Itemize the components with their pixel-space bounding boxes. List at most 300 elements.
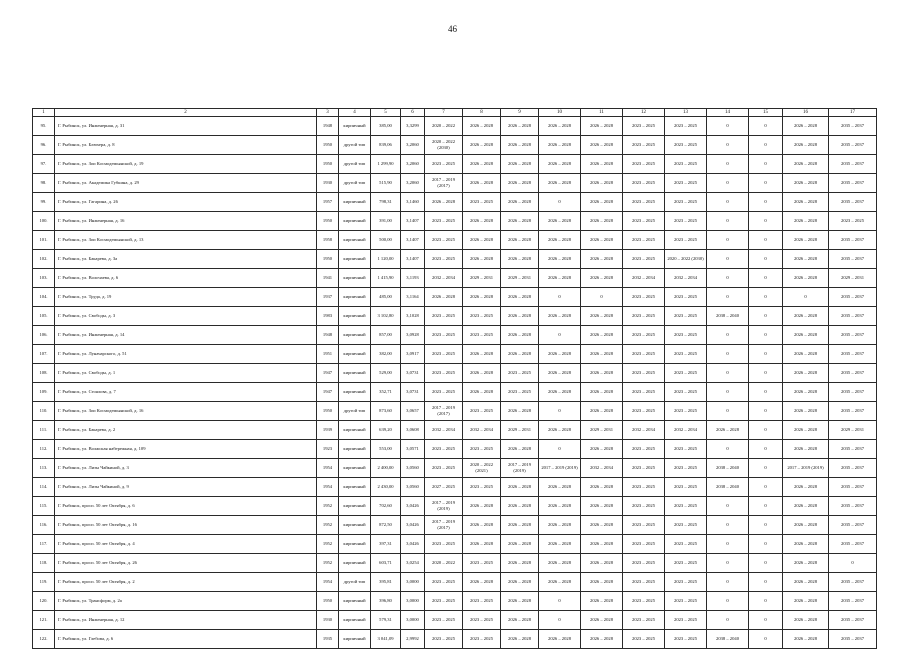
table-cell-col-17: 2035 – 2037 [829, 288, 877, 307]
table-cell-col-8: 2032 – 2034 [463, 421, 501, 440]
table-cell-col-2: Г. Рыбинск, ул. Зои Космодемьянской, д. 19 [55, 155, 317, 174]
table-cell-col-6: 3,3299 [401, 117, 425, 136]
table-cell-col-5: 385,00 [371, 117, 401, 136]
table-cell-col-17: 2035 – 2037 [829, 193, 877, 212]
table-cell-col-9: 2026 – 2028 [501, 193, 539, 212]
table-cell-col-13: 2023 – 2025 [665, 440, 707, 459]
table-cell-col-6: 3,2060 [401, 155, 425, 174]
table-cell-col-1: 98. [33, 174, 55, 193]
table-cell-col-2: Г. Рыбинск, ул. Волжская набережная, д. 109 [55, 440, 317, 459]
table-cell-col-10: 2026 – 2028 [539, 497, 581, 516]
table-cell-col-17: 2035 – 2037 [829, 630, 877, 649]
table-cell-col-13: 2023 – 2025 [665, 497, 707, 516]
table-cell-col-4: кирпичный [339, 516, 371, 535]
table-cell-col-5: 702,60 [371, 497, 401, 516]
table-cell-col-13: 2023 – 2025 [665, 611, 707, 630]
table-cell-col-5: 485,00 [371, 288, 401, 307]
table-cell-col-7: 2023 – 2025 [425, 440, 463, 459]
table-cell-col-14: 0 [707, 440, 749, 459]
table-cell-col-1: 111. [33, 421, 55, 440]
table-cell-col-10: 2026 – 2028 [539, 155, 581, 174]
table-cell-col-6: 3,0000 [401, 573, 425, 592]
table-cell-col-1: 108. [33, 364, 55, 383]
table-cell-col-11: 2026 – 2028 [581, 364, 623, 383]
table-cell-col-16: 2026 – 2028 [783, 193, 829, 212]
table-cell-col-3: 1948 [317, 117, 339, 136]
table-cell-col-11: 2026 – 2028 [581, 592, 623, 611]
table-cell-col-10: 2026 – 2028 [539, 231, 581, 250]
table-cell-col-9: 2026 – 2028 [501, 326, 539, 345]
table-cell-col-5: 839,06 [371, 136, 401, 155]
table-cell-col-2: Г. Рыбинск, ул. Академика Губкина, д. 29 [55, 174, 317, 193]
table-cell-col-10: 0 [539, 440, 581, 459]
table-cell-col-14: 0 [707, 136, 749, 155]
table-cell-col-7: 2017 – 2019 (2017) [425, 174, 463, 193]
table-row [33, 288, 877, 307]
table-row [33, 307, 877, 326]
table-cell-col-16: 2026 – 2028 [783, 345, 829, 364]
column-number-10: 10 [539, 109, 581, 117]
table-cell-col-10: 2026 – 2028 [539, 573, 581, 592]
column-number-6: 6 [401, 109, 425, 117]
table-cell-col-7: 2023 – 2025 [425, 250, 463, 269]
table-cell-col-3: 1952 [317, 535, 339, 554]
table-cell-col-3: 1954 [317, 573, 339, 592]
table-cell-col-2: Г. Рыбинск, ул. Свободы, д. 1 [55, 364, 317, 383]
table-cell-col-5: 2 430,00 [371, 478, 401, 497]
table-cell-col-4: другой тип [339, 174, 371, 193]
table-cell-col-1: 105. [33, 307, 55, 326]
table-cell-col-9: 2029 – 2031 [501, 421, 539, 440]
table-cell-col-13: 2023 – 2025 [665, 535, 707, 554]
table-cell-col-1: 117. [33, 535, 55, 554]
table-cell-col-14: 0 [707, 250, 749, 269]
table-cell-col-2: Г. Рыбинск, ул. Блюхера, д. 8 [55, 136, 317, 155]
table-cell-col-13: 2023 – 2025 [665, 307, 707, 326]
column-number-5: 5 [371, 109, 401, 117]
table-cell-col-5: 579,31 [371, 611, 401, 630]
table-cell-col-10: 0 [539, 592, 581, 611]
table-cell-col-8: 2023 – 2025 [463, 592, 501, 611]
table-cell-col-8: 2023 – 2025 [463, 193, 501, 212]
table-row [33, 269, 877, 288]
table-cell-col-17: 2035 – 2037 [829, 364, 877, 383]
table-cell-col-5: 397,31 [371, 535, 401, 554]
table-cell-col-13: 2032 – 2034 [665, 269, 707, 288]
table-cell-col-7: 2023 – 2025 [425, 611, 463, 630]
table-cell-col-16: 2026 – 2028 [783, 611, 829, 630]
table-cell-col-1: 121. [33, 611, 55, 630]
table-cell-col-17: 2035 – 2037 [829, 402, 877, 421]
table-cell-col-14: 0 [707, 573, 749, 592]
table-cell-col-9: 2026 – 2028 [501, 440, 539, 459]
table-cell-col-17: 2035 – 2037 [829, 573, 877, 592]
table-cell-col-12: 2023 – 2025 [623, 497, 665, 516]
table-cell-col-9: 2026 – 2028 [501, 535, 539, 554]
table-cell-col-15: 0 [749, 421, 783, 440]
table-cell-col-2: Г. Рыбинск, просп. 50 лет Октября, д. 4 [55, 535, 317, 554]
table-cell-col-11: 2032 – 2034 [581, 459, 623, 478]
table-cell-col-12: 2023 – 2025 [623, 611, 665, 630]
table-row [33, 174, 877, 193]
table-cell-col-1: 114. [33, 478, 55, 497]
table-cell-col-16: 2026 – 2028 [783, 326, 829, 345]
table-cell-col-3: 1950 [317, 592, 339, 611]
table-cell-col-17: 2035 – 2037 [829, 478, 877, 497]
table-cell-col-6: 3,0426 [401, 497, 425, 516]
table-cell-col-6: 3,1407 [401, 250, 425, 269]
column-number-12: 12 [623, 109, 665, 117]
table-cell-col-17: 2035 – 2037 [829, 592, 877, 611]
table-cell-col-10: 2026 – 2028 [539, 478, 581, 497]
table-cell-col-7: 2023 – 2025 [425, 630, 463, 649]
table-cell-col-5: 352,71 [371, 383, 401, 402]
table-cell-col-12: 2023 – 2025 [623, 630, 665, 649]
table-cell-col-14: 0 [707, 364, 749, 383]
table-cell-col-10: 2026 – 2028 [539, 421, 581, 440]
column-number-3: 3 [317, 109, 339, 117]
table-cell-col-11: 2026 – 2028 [581, 516, 623, 535]
table-cell-col-14: 0 [707, 174, 749, 193]
table-cell-col-4: кирпичный [339, 250, 371, 269]
table-cell-col-9: 2026 – 2028 [501, 516, 539, 535]
table-cell-col-10: 0 [539, 402, 581, 421]
table-cell-col-9: 2029 – 2031 [501, 269, 539, 288]
table-row [33, 440, 877, 459]
column-number-9: 9 [501, 109, 539, 117]
table-cell-col-15: 0 [749, 174, 783, 193]
table-cell-col-1: 96. [33, 136, 55, 155]
table-cell-col-14: 0 [707, 155, 749, 174]
table-cell-col-7: 2023 – 2025 [425, 231, 463, 250]
table-cell-col-17: 2035 – 2037 [829, 250, 877, 269]
table-cell-col-16: 2026 – 2028 [783, 421, 829, 440]
table-cell-col-3: 1954 [317, 459, 339, 478]
table-cell-col-17: 2035 – 2037 [829, 535, 877, 554]
table-cell-col-4: кирпичный [339, 478, 371, 497]
table-cell-col-12: 2023 – 2025 [623, 193, 665, 212]
table-cell-col-17: 2035 – 2037 [829, 383, 877, 402]
table-cell-col-4: кирпичный [339, 307, 371, 326]
table-cell-col-15: 0 [749, 592, 783, 611]
table-cell-col-11: 2026 – 2028 [581, 497, 623, 516]
table-cell-col-10: 2026 – 2028 [539, 250, 581, 269]
table-cell-col-3: 1937 [317, 288, 339, 307]
table-row [33, 212, 877, 231]
table-cell-col-11: 2026 – 2028 [581, 326, 623, 345]
table-row [33, 459, 877, 478]
table-cell-col-12: 2023 – 2025 [623, 478, 665, 497]
table-cell-col-12: 2023 – 2025 [623, 307, 665, 326]
table-cell-col-17: 2035 – 2037 [829, 611, 877, 630]
table-cell-col-4: кирпичный [339, 269, 371, 288]
table-cell-col-10: 0 [539, 193, 581, 212]
table-cell-col-17: 2035 – 2037 [829, 231, 877, 250]
table-cell-col-13: 2023 – 2025 [665, 459, 707, 478]
table-cell-col-14: 0 [707, 193, 749, 212]
table-cell-col-6: 3,1164 [401, 288, 425, 307]
table-cell-col-8: 2023 – 2025 [463, 478, 501, 497]
table-cell-col-13: 2023 – 2025 [665, 174, 707, 193]
table-cell-col-16: 2026 – 2028 [783, 535, 829, 554]
table-cell-col-2: Г. Рыбинск, ул. Инженерная, д. 14 [55, 326, 317, 345]
table-row [33, 326, 877, 345]
table-cell-col-14: 0 [707, 611, 749, 630]
table-cell-col-11: 0 [581, 288, 623, 307]
table-cell-col-4: другой тип [339, 402, 371, 421]
column-number-2: 2 [55, 109, 317, 117]
table-cell-col-16: 0 [783, 288, 829, 307]
table-cell-col-13: 2023 – 2025 [665, 155, 707, 174]
table-row [33, 611, 877, 630]
table-cell-col-7: 2020 – 2022 [425, 554, 463, 573]
table-cell-col-6: 3,1407 [401, 212, 425, 231]
table-cell-col-2: Г. Рыбинск, ул. Гагарина, д. 26 [55, 193, 317, 212]
table-cell-col-5: 857,00 [371, 326, 401, 345]
table-cell-col-14: 0 [707, 212, 749, 231]
table-cell-col-2: Г. Рыбинск, ул. Инженерная, д. 12 [55, 611, 317, 630]
table-cell-col-7: 2023 – 2025 [425, 573, 463, 592]
table-cell-col-17: 2029 – 2031 [829, 421, 877, 440]
table-cell-col-15: 0 [749, 155, 783, 174]
table-cell-col-8: 2026 – 2028 [463, 212, 501, 231]
table-cell-col-13: 2023 – 2025 [665, 573, 707, 592]
table-cell-col-13: 2023 – 2025 [665, 592, 707, 611]
table-cell-col-14: 2038 – 2040 [707, 630, 749, 649]
table-cell-col-16: 2026 – 2028 [783, 554, 829, 573]
table-row [33, 421, 877, 440]
table-cell-col-16: 2026 – 2028 [783, 630, 829, 649]
table-cell-col-12: 2023 – 2025 [623, 345, 665, 364]
table-cell-col-6: 3,1460 [401, 193, 425, 212]
table-cell-col-14: 2026 – 2028 [707, 421, 749, 440]
table-cell-col-6: 3,0731 [401, 383, 425, 402]
table-cell-col-12: 2023 – 2025 [623, 535, 665, 554]
table-cell-col-17: 2035 – 2037 [829, 459, 877, 478]
table-cell-col-11: 2026 – 2028 [581, 440, 623, 459]
table-cell-col-15: 0 [749, 497, 783, 516]
table-cell-col-2: Г. Рыбинск, просп. 50 лет Октября, д. 6 [55, 497, 317, 516]
table-cell-col-8: 2023 – 2025 [463, 440, 501, 459]
table-cell-col-14: 2038 – 2040 [707, 459, 749, 478]
table-cell-col-7: 2023 – 2025 [425, 307, 463, 326]
table-cell-col-14: 0 [707, 326, 749, 345]
table-cell-col-9: 2026 – 2028 [501, 136, 539, 155]
table-cell-col-1: 97. [33, 155, 55, 174]
table-cell-col-9: 2023 – 2025 [501, 383, 539, 402]
table-cell-col-5: 500,00 [371, 231, 401, 250]
table-cell-col-17: 2035 – 2037 [829, 155, 877, 174]
table-cell-col-17: 2035 – 2037 [829, 117, 877, 136]
table-cell-col-10: 2026 – 2028 [539, 136, 581, 155]
table-cell-col-10: 2026 – 2028 [539, 516, 581, 535]
table-cell-col-15: 0 [749, 326, 783, 345]
table-cell-col-6: 3,0928 [401, 326, 425, 345]
table-cell-col-8: 2026 – 2028 [463, 231, 501, 250]
table-cell-col-7: 2023 – 2025 [425, 364, 463, 383]
table-cell-col-15: 0 [749, 383, 783, 402]
table-cell-col-5: 553,00 [371, 440, 401, 459]
table-cell-col-17: 2035 – 2037 [829, 326, 877, 345]
table-cell-col-11: 2026 – 2028 [581, 174, 623, 193]
table-cell-col-9: 2026 – 2028 [501, 497, 539, 516]
table-cell-col-7: 2017 – 2019 (2017) [425, 516, 463, 535]
table-cell-col-9: 2026 – 2028 [501, 630, 539, 649]
table-cell-col-3: 1930 [317, 174, 339, 193]
table-cell-col-8: 2026 – 2028 [463, 117, 501, 136]
table-cell-col-11: 2026 – 2028 [581, 554, 623, 573]
table-cell-col-16: 2026 – 2028 [783, 155, 829, 174]
table-cell-col-17: 2035 – 2037 [829, 307, 877, 326]
column-number-1: 1 [33, 109, 55, 117]
table-cell-col-13: 2023 – 2025 [665, 554, 707, 573]
table-cell-col-16: 2026 – 2028 [783, 174, 829, 193]
table-cell-col-2: Г. Рыбинск, ул. Трансформ, д. 2а [55, 592, 317, 611]
table-cell-col-2: Г. Рыбинск, ул. Волочаева, д. 6 [55, 269, 317, 288]
table-row [33, 155, 877, 174]
table-cell-col-12: 2023 – 2025 [623, 136, 665, 155]
table-cell-col-12: 2023 – 2025 [623, 155, 665, 174]
table-cell-col-1: 101. [33, 231, 55, 250]
table-cell-col-6: 3,0917 [401, 345, 425, 364]
table-cell-col-17: 2035 – 2037 [829, 440, 877, 459]
table-cell-col-7: 2023 – 2025 [425, 326, 463, 345]
table-cell-col-16: 2026 – 2028 [783, 231, 829, 250]
table-cell-col-11: 2026 – 2028 [581, 383, 623, 402]
table-cell-col-2: Г. Рыбинск, ул. Стоялова, д. 7 [55, 383, 317, 402]
table-row [33, 193, 877, 212]
table-cell-col-13: 2023 – 2025 [665, 478, 707, 497]
table-cell-col-8: 2026 – 2028 [463, 383, 501, 402]
table-cell-col-4: кирпичный [339, 193, 371, 212]
table-row [33, 535, 877, 554]
table-cell-col-15: 0 [749, 231, 783, 250]
table-cell-col-4: другой тип [339, 155, 371, 174]
table-cell-col-6: 3,1028 [401, 307, 425, 326]
table-cell-col-6: 3,0560 [401, 478, 425, 497]
table-cell-col-14: 0 [707, 402, 749, 421]
table-cell-col-13: 2023 – 2025 [665, 212, 707, 231]
table-cell-col-10: 2026 – 2028 [539, 117, 581, 136]
table-cell-col-14: 0 [707, 231, 749, 250]
table-cell-col-3: 1957 [317, 193, 339, 212]
table-row [33, 554, 877, 573]
table-cell-col-8: 2026 – 2028 [463, 535, 501, 554]
table-cell-col-3: 1923 [317, 440, 339, 459]
table-cell-col-5: 1 299,90 [371, 155, 401, 174]
table-cell-col-17: 2035 – 2037 [829, 516, 877, 535]
table-cell-col-5: 603,71 [371, 554, 401, 573]
table-cell-col-4: кирпичный [339, 554, 371, 573]
table-cell-col-15: 0 [749, 573, 783, 592]
table-row [33, 250, 877, 269]
table-cell-col-1: 116. [33, 516, 55, 535]
table-cell-col-15: 0 [749, 136, 783, 155]
table-cell-col-1: 119. [33, 573, 55, 592]
table-cell-col-8: 2023 – 2025 [463, 554, 501, 573]
table-cell-col-16: 2026 – 2028 [783, 516, 829, 535]
table-cell-col-2: Г. Рыбинск, просп. 50 лет Октября, д. 16 [55, 516, 317, 535]
table-cell-col-12: 2023 – 2025 [623, 117, 665, 136]
table-cell-col-15: 0 [749, 630, 783, 649]
table-cell-col-16: 2026 – 2028 [783, 364, 829, 383]
header-row [33, 109, 877, 117]
table-cell-col-6: 3,0571 [401, 440, 425, 459]
column-number-15: 15 [749, 109, 783, 117]
table-cell-col-6: 3,0608 [401, 421, 425, 440]
table-cell-col-8: 2026 – 2028 [463, 573, 501, 592]
table-cell-col-2: Г. Рыбинск, ул. Луначарского, д. 51 [55, 345, 317, 364]
table-cell-col-3: 1952 [317, 497, 339, 516]
table-cell-col-4: кирпичный [339, 592, 371, 611]
table-cell-col-6: 3,0731 [401, 364, 425, 383]
table-cell-col-6: 3,0426 [401, 516, 425, 535]
table-row [33, 402, 877, 421]
table-cell-col-17: 2023 – 2025 [829, 212, 877, 231]
table-cell-col-15: 0 [749, 212, 783, 231]
table-cell-col-12: 2023 – 2025 [623, 592, 665, 611]
table-cell-col-10: 2017 – 2019 (2019) [539, 459, 581, 478]
table-cell-col-5: 2 400,00 [371, 459, 401, 478]
table-cell-col-12: 2023 – 2025 [623, 440, 665, 459]
table-cell-col-3: 1950 [317, 250, 339, 269]
table-cell-col-9: 2026 – 2028 [501, 592, 539, 611]
table-cell-col-4: кирпичный [339, 364, 371, 383]
table-cell-col-4: кирпичный [339, 630, 371, 649]
table-cell-col-12: 2032 – 2034 [623, 421, 665, 440]
column-number-11: 11 [581, 109, 623, 117]
table-cell-col-4: кирпичный [339, 421, 371, 440]
table-cell-col-2: Г. Рыбинск, ул. Глебова, д. 6 [55, 630, 317, 649]
table-cell-col-15: 0 [749, 288, 783, 307]
table-cell-col-16: 2026 – 2028 [783, 212, 829, 231]
table-cell-col-4: другой тип [339, 136, 371, 155]
table-cell-col-14: 0 [707, 269, 749, 288]
table-cell-col-2: Г. Рыбинск, ул. Бакарева, д. 2 [55, 421, 317, 440]
table-cell-col-6: 3,2060 [401, 136, 425, 155]
table-cell-col-9: 2026 – 2028 [501, 250, 539, 269]
table-row [33, 573, 877, 592]
table-cell-col-16: 2017 – 2019 (2019) [783, 459, 829, 478]
table-cell-col-11: 2026 – 2028 [581, 402, 623, 421]
table-cell-col-3: 1954 [317, 478, 339, 497]
table-cell-col-3: 1983 [317, 307, 339, 326]
table-cell-col-3: 1950 [317, 155, 339, 174]
table-cell-col-2: Г. Рыбинск, ул. Зои Космодемьянской, д. 16 [55, 402, 317, 421]
table-cell-col-3: 1952 [317, 516, 339, 535]
table-cell-col-17: 2035 – 2037 [829, 497, 877, 516]
table-cell-col-5: 396,80 [371, 592, 401, 611]
table-cell-col-5: 1 415,90 [371, 269, 401, 288]
column-number-13: 13 [665, 109, 707, 117]
table-cell-col-16: 2026 – 2028 [783, 592, 829, 611]
table-cell-col-1: 99. [33, 193, 55, 212]
table-cell-col-1: 110. [33, 402, 55, 421]
table-cell-col-4: кирпичный [339, 288, 371, 307]
table-cell-col-4: другой тип [339, 573, 371, 592]
table-cell-col-13: 2023 – 2025 [665, 288, 707, 307]
table-row [33, 231, 877, 250]
table-cell-col-8: 2026 – 2028 [463, 136, 501, 155]
column-number-17: 17 [829, 109, 877, 117]
table-cell-col-10: 0 [539, 288, 581, 307]
table-cell-col-3: 1930 [317, 611, 339, 630]
table-cell-col-15: 0 [749, 117, 783, 136]
table-cell-col-11: 2029 – 2031 [581, 421, 623, 440]
table-cell-col-11: 2026 – 2028 [581, 611, 623, 630]
table-cell-col-15: 0 [749, 345, 783, 364]
table-cell-col-7: 2023 – 2025 [425, 212, 463, 231]
